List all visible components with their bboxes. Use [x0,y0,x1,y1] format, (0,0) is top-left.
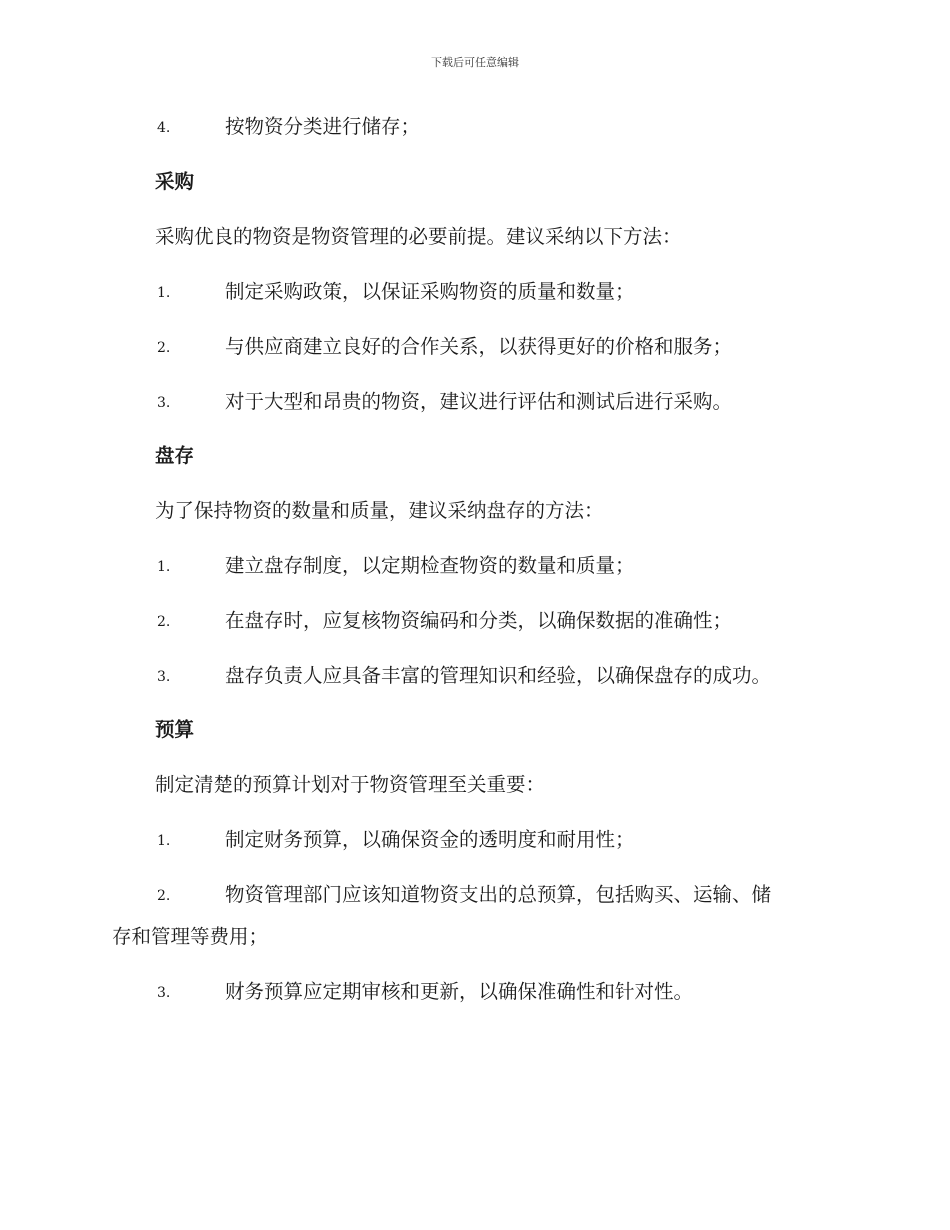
section-heading-inventory: 盘存 [155,444,195,467]
section-intro-purchase: 采购优良的物资是物资管理的必要前提。建议采纳以下方法： [155,225,682,248]
list-number: 3. [157,985,171,1001]
list-number: 1. [157,833,171,849]
page-header: 下载后可任意编辑 [431,56,519,69]
list-number: 2. [157,614,171,630]
list-number: 3. [157,669,171,685]
section-heading-purchase: 采购 [155,170,195,193]
list-text: 在盘存时，应复核物资编码和分类，以确保数据的准确性； [225,609,733,632]
list-text-continuation: 存和管理等费用； [112,925,269,948]
list-number: 2. [157,888,171,904]
list-text: 制定财务预算，以确保资金的透明度和耐用性； [225,828,635,851]
list-number: 1. [157,285,171,301]
list-text: 按物资分类进行储存； [225,115,421,138]
list-number: 2. [157,340,171,356]
list-text: 建立盘存制度，以定期检查物资的数量和质量； [225,554,635,577]
list-number: 3. [157,395,171,411]
list-text: 对于大型和昂贵的物资，建议进行评估和测试后进行采购。 [225,390,733,413]
section-intro-inventory: 为了保持物资的数量和质量，建议采纳盘存的方法： [155,499,604,522]
list-text: 财务预算应定期审核和更新，以确保准确性和针对性。 [225,980,694,1003]
list-text: 制定采购政策，以保证采购物资的质量和数量； [225,280,635,303]
list-text: 与供应商建立良好的合作关系，以获得更好的价格和服务； [225,335,733,358]
list-number: 1. [157,559,171,575]
section-heading-budget: 预算 [155,718,195,741]
list-text: 物资管理部门应该知道物资支出的总预算，包括购买、运输、储 [225,883,772,906]
list-number: 4. [157,120,171,136]
section-intro-budget: 制定清楚的预算计划对于物资管理至关重要： [155,773,546,796]
list-text: 盘存负责人应具备丰富的管理知识和经验，以确保盘存的成功。 [225,664,772,687]
